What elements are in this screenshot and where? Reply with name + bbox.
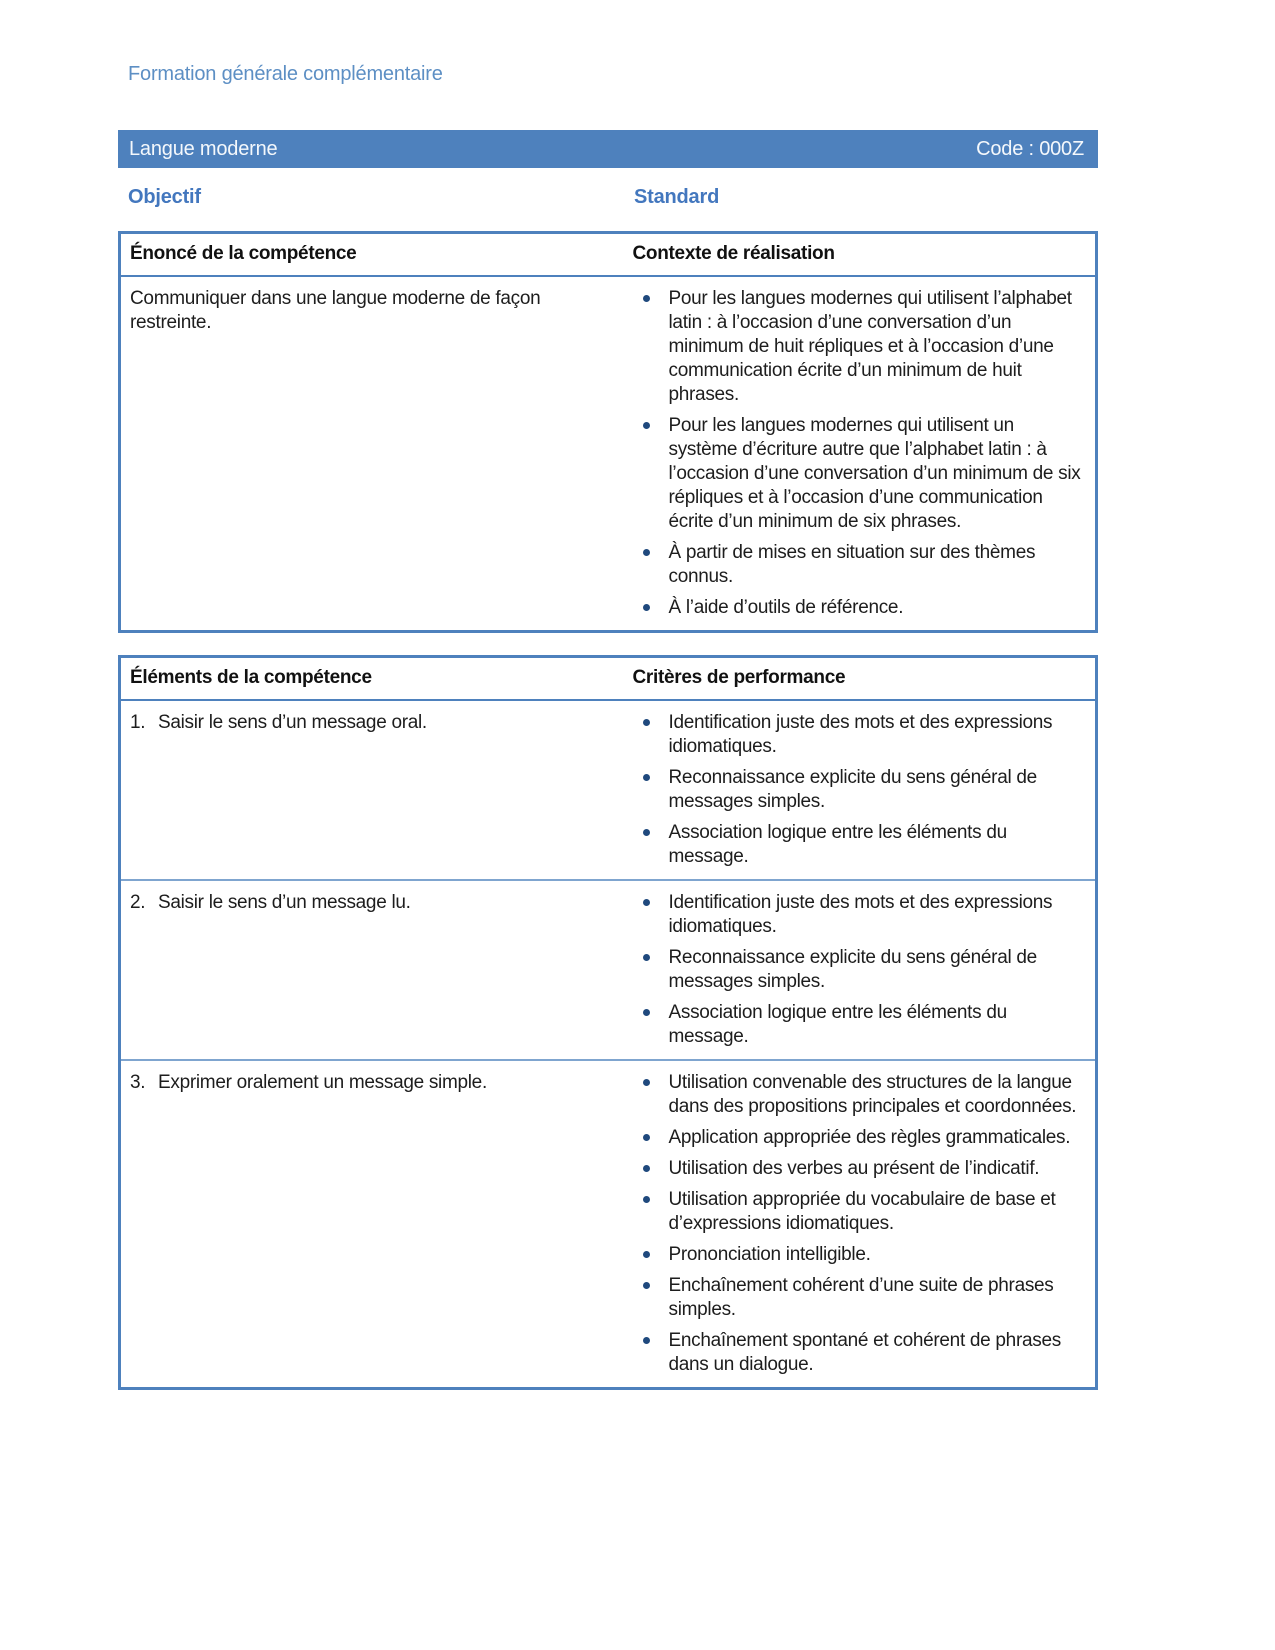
bullet-dot-icon xyxy=(643,1337,650,1344)
bullet-list xyxy=(633,891,1088,1049)
banner-course-name: Langue moderne xyxy=(129,137,278,160)
bullet-dot-icon xyxy=(643,829,650,836)
bullet-text: Enchaînement cohérent d’une suite de phrases simples. xyxy=(668,1275,1054,1320)
bullet-dot-icon xyxy=(643,295,650,302)
bullet-text: Pour les langues modernes qui utilisent un système d’écriture autre que l’alphabet latin : à l’occasion d’une conversation d’un minimum de six répliques et à l’occasion d’une communication écrite d’un minimum de six phrases. xyxy=(668,415,1081,532)
competence-statement: Communiquer dans une langue moderne de façon restreinte. xyxy=(130,288,541,333)
bullet-item xyxy=(633,1274,1088,1322)
element-cell xyxy=(120,1060,633,1389)
bullet-text: Application appropriée des règles grammaticales. xyxy=(668,1127,1071,1148)
element-text: Exprimer oralement un message simple. xyxy=(158,1072,487,1093)
bullet-list xyxy=(633,711,1088,869)
bullet-item xyxy=(633,1188,1088,1236)
column-header-contexte: Contexte de réalisation xyxy=(633,233,1097,277)
bullet-text: Association logique entre les éléments du message. xyxy=(668,1002,1007,1047)
elements-criteres-table xyxy=(118,655,1098,1390)
criteres-cell xyxy=(633,700,1097,880)
column-header-elements: Éléments de la compétence xyxy=(120,657,633,701)
bullet-item xyxy=(633,1001,1088,1049)
numbered-element xyxy=(130,891,627,915)
table-header-row xyxy=(120,233,1097,277)
bullet-dot-icon xyxy=(643,1196,650,1203)
bullet-list xyxy=(633,287,1088,620)
bullet-text: Reconnaissance explicite du sens général de messages simples. xyxy=(668,767,1037,812)
bullet-text: Reconnaissance explicite du sens général de messages simples. xyxy=(668,947,1037,992)
bullet-item xyxy=(633,1126,1088,1150)
column-header-criteres: Critères de performance xyxy=(633,657,1097,701)
bullet-dot-icon xyxy=(643,604,650,611)
numbered-element xyxy=(130,1071,627,1095)
bullet-text: À partir de mises en situation sur des thèmes connus. xyxy=(668,542,1036,587)
bullet-text: Identification juste des mots et des expressions idiomatiques. xyxy=(668,892,1053,937)
bullet-text: Utilisation appropriée du vocabulaire de base et d’expressions idiomatiques. xyxy=(668,1189,1056,1234)
element-number: 3. xyxy=(130,1072,146,1093)
bullet-item xyxy=(633,821,1088,869)
bullet-item xyxy=(633,1071,1088,1119)
bullet-text: Utilisation des verbes au présent de l’indicatif. xyxy=(668,1158,1040,1179)
context-cell xyxy=(633,276,1097,632)
element-text: Saisir le sens d’un message oral. xyxy=(158,712,427,733)
competence-statement-cell xyxy=(120,276,633,632)
bullet-dot-icon xyxy=(643,1251,650,1258)
bullet-item xyxy=(633,766,1088,814)
table-row xyxy=(120,1060,1097,1389)
bullet-dot-icon xyxy=(643,774,650,781)
table-row xyxy=(120,700,1097,880)
element-cell xyxy=(120,880,633,1060)
bullet-text: Pour les langues modernes qui utilisent l’alphabet latin : à l’occasion d’une conversation d’un minimum de huit répliques et à l’occasion d’une communication écrite d’un minimum de huit phrases. xyxy=(668,288,1072,405)
bullet-dot-icon xyxy=(643,549,650,556)
course-banner xyxy=(118,130,1098,168)
bullet-dot-icon xyxy=(643,1134,650,1141)
criteres-cell xyxy=(633,880,1097,1060)
bullet-dot-icon xyxy=(643,1079,650,1086)
bullet-item xyxy=(633,711,1088,759)
bullet-dot-icon xyxy=(643,1009,650,1016)
bullet-item xyxy=(633,287,1088,407)
bullet-item xyxy=(633,1243,1088,1267)
element-cell xyxy=(120,700,633,880)
element-number: 2. xyxy=(130,892,146,913)
element-text: Saisir le sens d’un message lu. xyxy=(158,892,411,913)
bullet-text: Identification juste des mots et des expressions idiomatiques. xyxy=(668,712,1053,757)
bullet-item xyxy=(633,891,1088,939)
bullet-dot-icon xyxy=(643,719,650,726)
element-number: 1. xyxy=(130,712,146,733)
table-header-row xyxy=(120,657,1097,701)
heading-standard: Standard xyxy=(634,186,720,208)
bullet-text: À l’aide d’outils de référence. xyxy=(668,597,904,618)
bullet-item xyxy=(633,596,1088,620)
heading-objectif: Objectif xyxy=(128,186,201,208)
bullet-text: Association logique entre les éléments du message. xyxy=(668,822,1007,867)
bullet-text: Enchaînement spontané et cohérent de phrases dans un dialogue. xyxy=(668,1330,1061,1375)
bullet-text: Utilisation convenable des structures de la langue dans des propositions principales et coordonnées. xyxy=(668,1072,1077,1117)
bullet-item xyxy=(633,414,1088,534)
bullet-item xyxy=(633,1329,1088,1377)
table-row xyxy=(120,276,1097,632)
bullet-text: Prononciation intelligible. xyxy=(668,1244,871,1265)
bullet-list xyxy=(633,1071,1088,1377)
competence-context-table xyxy=(118,231,1098,633)
bullet-dot-icon xyxy=(643,1282,650,1289)
page-title: Formation générale complémentaire xyxy=(128,63,443,85)
bullet-dot-icon xyxy=(643,954,650,961)
table-row xyxy=(120,880,1097,1060)
column-header-enonce: Énoncé de la compétence xyxy=(120,233,633,277)
banner-course-code: Code : 000Z xyxy=(976,137,1084,160)
numbered-element xyxy=(130,711,627,735)
bullet-dot-icon xyxy=(643,1165,650,1172)
bullet-item xyxy=(633,1157,1088,1181)
bullet-dot-icon xyxy=(643,422,650,429)
bullet-item xyxy=(633,946,1088,994)
bullet-dot-icon xyxy=(643,899,650,906)
page-content xyxy=(118,62,1098,1390)
criteres-cell xyxy=(633,1060,1097,1389)
section-headings xyxy=(128,186,1098,209)
bullet-item xyxy=(633,541,1088,589)
